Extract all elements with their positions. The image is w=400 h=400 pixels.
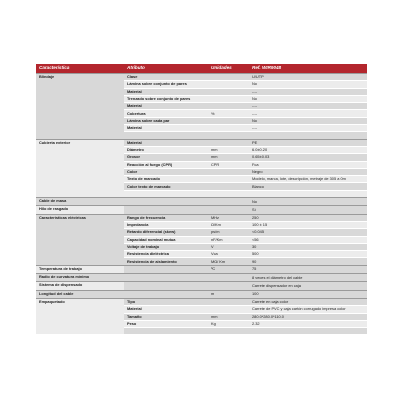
unit-cell xyxy=(208,117,249,124)
unit-cell: Ω/Km xyxy=(208,221,249,228)
unit-cell: MΩ/ Km xyxy=(208,258,249,265)
value-cell: No xyxy=(249,198,367,206)
value-cell: 0.65±0.03 xyxy=(249,154,367,161)
attribute-cell: Reacción al fuego (CPR) xyxy=(124,161,208,168)
specifications-table xyxy=(36,64,367,334)
category-cell: Radio de curvatura mínimo xyxy=(36,274,124,282)
header-row xyxy=(36,64,367,74)
value-cell: PE xyxy=(249,139,367,146)
attribute-cell: Lámina sobre cada par xyxy=(124,117,208,124)
value-cell xyxy=(249,328,367,335)
unit-cell: m xyxy=(208,290,249,298)
attribute-cell: Rango de frecuencia xyxy=(124,214,208,221)
unit-cell xyxy=(208,190,249,197)
attribute-cell: Grosor xyxy=(124,154,208,161)
attribute-cell xyxy=(124,206,208,214)
value-cell: 280.0*280.0*110.0 xyxy=(249,313,367,320)
attribute-cell: Capacidad nominal mutua xyxy=(124,236,208,243)
attribute-cell xyxy=(124,290,208,298)
unit-cell: Kg xyxy=(208,320,249,327)
table-row xyxy=(36,265,367,273)
attribute-cell xyxy=(124,198,208,206)
unit-cell xyxy=(208,206,249,214)
table-row xyxy=(36,290,367,298)
table-row xyxy=(36,214,367,221)
attribute-cell: Voltaje de trabajo xyxy=(124,243,208,250)
unit-cell: ºC xyxy=(208,265,249,273)
value-cell: ---- xyxy=(249,125,367,132)
table-header xyxy=(36,64,367,74)
value-cell: Fca xyxy=(249,161,367,168)
category-cell: Longitud del cable xyxy=(36,290,124,298)
value-cell: 100 xyxy=(249,290,367,298)
value-cell: <56 xyxy=(249,236,367,243)
attribute-cell: Material xyxy=(124,103,208,110)
unit-cell: Vca xyxy=(208,251,249,258)
category-cell: Blindaje xyxy=(36,74,124,140)
value-cell: Carrete dispensador en caja xyxy=(249,282,367,290)
attribute-cell: Material xyxy=(124,139,208,146)
unit-cell xyxy=(208,95,249,102)
value-cell xyxy=(249,132,367,139)
attribute-cell: Impedancia xyxy=(124,221,208,228)
category-cell: Hilo de rasgado xyxy=(36,206,124,214)
header-ref: Ref. WIR9048 xyxy=(249,64,367,74)
header-caracteristica: Característica xyxy=(36,64,124,74)
unit-cell: CPR xyxy=(208,161,249,168)
value-cell: No xyxy=(249,117,367,124)
table-row xyxy=(36,282,367,290)
unit-cell xyxy=(208,176,249,183)
value-cell: ---- xyxy=(249,110,367,117)
category-cell: Sistema de dispensado xyxy=(36,282,124,290)
value-cell: ---- xyxy=(249,103,367,110)
attribute-cell: Material xyxy=(124,306,208,313)
attribute-cell: Lámina sobre conjunto de pares xyxy=(124,81,208,88)
header-atributo: Atributo xyxy=(124,64,208,74)
unit-cell xyxy=(208,298,249,305)
value-cell: Carrete en caja color xyxy=(249,298,367,305)
attribute-cell xyxy=(124,132,208,139)
table-row xyxy=(36,206,367,214)
attribute-cell: Material xyxy=(124,88,208,95)
attribute-cell xyxy=(124,265,208,273)
unit-cell xyxy=(208,81,249,88)
attribute-cell: Retardo diferencial (skew) xyxy=(124,229,208,236)
category-cell: Cable de masa xyxy=(36,198,124,206)
attribute-cell: Clase xyxy=(124,74,208,81)
attribute-cell xyxy=(124,274,208,282)
category-cell: Temperatura de trabajo xyxy=(36,265,124,273)
value-cell: 90 xyxy=(249,258,367,265)
value-cell: Blanco xyxy=(249,183,367,190)
value-cell: No xyxy=(249,81,367,88)
value-cell: 6.0±0.20 xyxy=(249,146,367,153)
value-cell: Modelo, marca, lote, descripción, metraje de 305 a 0m xyxy=(249,176,367,183)
attribute-cell: Resistencia dieléctrica xyxy=(124,251,208,258)
unit-cell: MHz xyxy=(208,214,249,221)
unit-cell xyxy=(208,74,249,81)
attribute-cell xyxy=(124,328,208,335)
value-cell: No xyxy=(249,95,367,102)
table-row xyxy=(36,74,367,81)
value-cell: 75 xyxy=(249,265,367,273)
attribute-cell: Diámetro xyxy=(124,146,208,153)
attribute-cell: Peso xyxy=(124,320,208,327)
table-row xyxy=(36,139,367,146)
unit-cell xyxy=(208,132,249,139)
value-cell: 8 veces el diámetro del cable xyxy=(249,274,367,282)
unit-cell: mm xyxy=(208,313,249,320)
category-cell: Empaquetado xyxy=(36,298,124,334)
attribute-cell: Color xyxy=(124,168,208,175)
table-row xyxy=(36,198,367,206)
attribute-cell: Resistencia de aislamiento xyxy=(124,258,208,265)
value-cell xyxy=(249,190,367,197)
category-cell: Cubierta exterior xyxy=(36,139,124,197)
unit-cell: ps/m xyxy=(208,229,249,236)
table-row xyxy=(36,274,367,282)
attribute-cell: Cobertura xyxy=(124,110,208,117)
value-cell: <0.045 xyxy=(249,229,367,236)
unit-cell xyxy=(208,183,249,190)
value-cell: Carrete de PVC y caja cartón corrugado impresa color xyxy=(249,306,367,313)
value-cell: 500 xyxy=(249,251,367,258)
unit-cell: mm xyxy=(208,154,249,161)
attribute-cell: Material xyxy=(124,125,208,132)
unit-cell: V xyxy=(208,243,249,250)
unit-cell xyxy=(208,103,249,110)
table-row xyxy=(36,298,367,305)
unit-cell: mm xyxy=(208,146,249,153)
attribute-cell: Tipo xyxy=(124,298,208,305)
unit-cell xyxy=(208,306,249,313)
unit-cell xyxy=(208,168,249,175)
value-cell: Sí xyxy=(249,206,367,214)
attribute-cell: Color texto de marcado xyxy=(124,183,208,190)
attribute-cell: Texto de marcado xyxy=(124,176,208,183)
attribute-cell: Trenzado sobre conjunto de pares xyxy=(124,95,208,102)
category-cell: Características eléctricas xyxy=(36,214,124,265)
value-cell: U/UTP xyxy=(249,74,367,81)
unit-cell xyxy=(208,139,249,146)
value-cell: 250 xyxy=(249,214,367,221)
unit-cell xyxy=(208,328,249,335)
attribute-cell xyxy=(124,190,208,197)
value-cell: Negro xyxy=(249,168,367,175)
unit-cell: % xyxy=(208,110,249,117)
attribute-cell xyxy=(124,282,208,290)
unit-cell: nF/Km xyxy=(208,236,249,243)
attribute-cell: Tamaño xyxy=(124,313,208,320)
value-cell: 100 ± 15 xyxy=(249,221,367,228)
value-cell: 2.32 xyxy=(249,320,367,327)
unit-cell xyxy=(208,125,249,132)
table-body xyxy=(36,74,367,335)
unit-cell xyxy=(208,282,249,290)
unit-cell xyxy=(208,198,249,206)
value-cell: 30 xyxy=(249,243,367,250)
value-cell: ---- xyxy=(249,88,367,95)
unit-cell xyxy=(208,88,249,95)
unit-cell xyxy=(208,274,249,282)
header-unidades: Unidades xyxy=(208,64,249,74)
